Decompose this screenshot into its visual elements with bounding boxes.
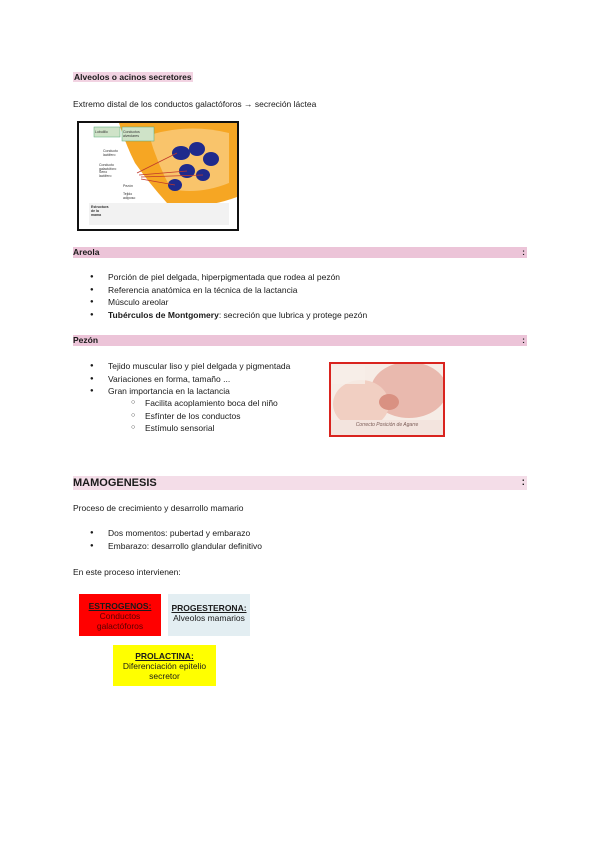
mamogenesis-list <box>90 527 262 552</box>
pezon-title: Pezón <box>73 335 99 345</box>
list-item: ● Gran importancia en la lactancia <box>90 385 290 398</box>
hormone-effect: Diferenciación epitelio secretor <box>122 661 207 681</box>
photo-caption: Correcto Posición de Agarre <box>355 422 419 428</box>
areola-list <box>90 271 367 321</box>
alveolos-description: Extremo distal de los conductos galactóforos → secreción láctea <box>73 99 317 109</box>
list-item: ○ Estímulo sensorial <box>131 422 278 435</box>
list-item: ● Embarazo: desarrollo glandular definitivo <box>90 540 262 553</box>
hormone-box-prolactina <box>113 645 216 686</box>
list-item: ● Tejido muscular liso y piel delgada y pigmentada <box>90 360 290 373</box>
list-item: ● Dos momentos: pubertad y embarazo <box>90 527 262 540</box>
list-item: ● Tubérculos de Montgomery: secreción que lubrica y protege pezón <box>90 309 367 322</box>
list-item: ● Músculo areolar <box>90 296 367 309</box>
hormone-effect: Conductos galactóforos <box>96 611 144 631</box>
areola-colon: : <box>522 247 525 257</box>
list-item: ● Porción de piel delgada, hiperpigmentada que rodea al pezón <box>90 271 367 284</box>
hormone-name: PROLACTINA: <box>135 651 194 661</box>
mamogenesis-description: Proceso de crecimiento y desarrollo mamario <box>73 503 244 513</box>
alveolos-title: Alveolos o acinos secretores <box>74 72 192 82</box>
pezon-sublist <box>131 397 278 435</box>
fig-label-seno-lactifero: Seno lactífero <box>99 170 112 178</box>
hormone-name: ESTROGENOS: <box>88 601 152 611</box>
mamogenesis-colon: : <box>521 477 525 488</box>
fig-label-conducto-lactifero: Conducto lactífero <box>103 149 118 157</box>
hormone-effect: Alveolos mamarios <box>173 613 245 623</box>
breast-anatomy-figure <box>77 121 239 231</box>
fig-label-conducto-galactoforo: Conducto galactóforo <box>99 163 117 171</box>
pezon-header <box>73 335 527 346</box>
areola-header <box>73 247 527 258</box>
list-item: ○ Facilita acoplamiento boca del niño <box>131 397 278 410</box>
fig-label-lobulillo: Lobulillo <box>95 130 108 134</box>
hormone-name: PROGESTERONA: <box>171 603 247 613</box>
intervienen-text: En este proceso intervienen: <box>73 567 181 577</box>
hormone-box-progesterona <box>168 594 250 636</box>
hormone-box-estrogenos <box>79 594 161 636</box>
list-item: ● Variaciones en forma, tamaño ... <box>90 373 290 386</box>
list-item: ○ Esfínter de los conductos <box>131 410 278 423</box>
mamogenesis-title: MAMOGENESIS <box>73 477 157 489</box>
fig-caption: Estructura de la mama <box>91 205 109 217</box>
mamogenesis-header <box>73 476 527 490</box>
fig-label-conductos-alveolares: Conductos alveolares <box>123 130 140 138</box>
fig-label-tejido-adiposo: Tejido adiposo <box>123 192 136 200</box>
latch-photo <box>329 362 445 437</box>
areola-title: Areola <box>73 247 100 257</box>
fig-label-pezon: Pezón <box>123 184 133 188</box>
list-item: ● Referencia anatómica en la técnica de la lactancia <box>90 284 367 297</box>
pezon-list <box>90 360 290 398</box>
pezon-colon: : <box>522 335 525 345</box>
